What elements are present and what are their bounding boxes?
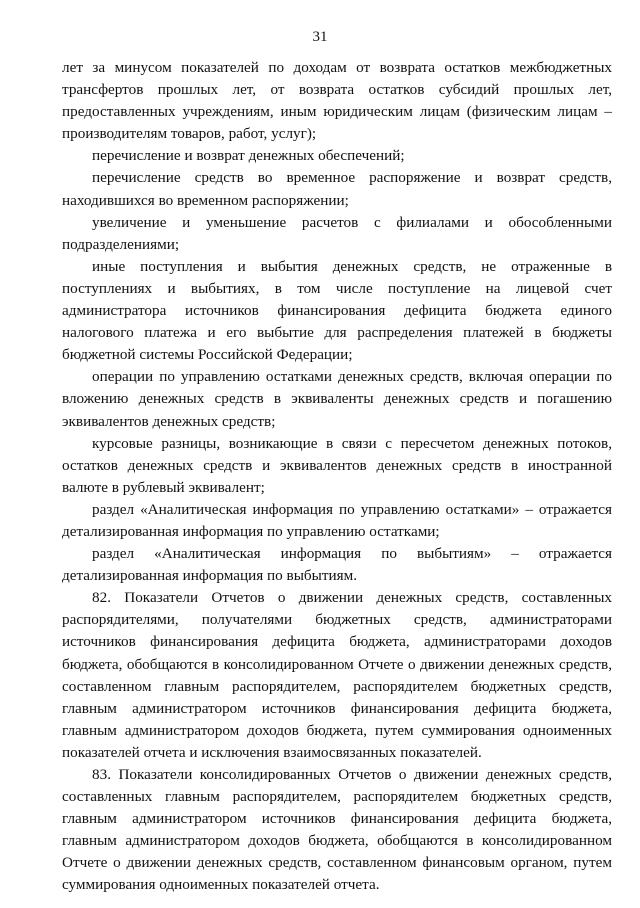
paragraph-section-83: 83. Показатели консолидированных Отчетов о движении денежных средств, составленных главным распорядителем, распорядителем бюджетных средств, главным администратором источников финансирования дефицита бюджета, главным администратором доходов бюджета, обобщаются в консолидированном Отчете о движении денежных средств, составленном финансовым органом, путем суммирования одноименных показателей отчета. [62,766,612,894]
paragraph: раздел «Аналитическая информация по управлению остатками» – отражается детализированная информация по управлению остатками; [62,500,612,540]
paragraph: перечисление средств во временное распоряжение и возврат средств, находившихся во временном распоряжении; [62,169,612,209]
paragraph: курсовые разницы, возникающие в связи с пересчетом денежных потоков, остатков денежных средств и эквивалентов денежных средств в иностранной валюте в рублевый эквивалент; [62,434,612,496]
paragraph: увеличение и уменьшение расчетов с филиалами и обособленными подразделениями; [62,213,612,253]
paragraph: раздел «Аналитическая информация по выбытиям» – отражается детализированная информация по выбытиям. [62,545,612,585]
paragraph: перечисление и возврат денежных обеспечений; [92,147,405,165]
document-body [62,57,612,897]
paragraph: лет за минусом показателей по доходам от возврата остатков межбюджетных трансфертов прошлых лет, от возврата остатков субсидий прошлых лет, предоставленных учреждениям, иным юридическим лицам (физическим лицам – производителям товаров, работ, услуг); [62,59,612,143]
page-number: 31 [312,29,328,45]
paragraph-section-82: 82. Показатели Отчетов о движении денежных средств, составленных распорядителями, получателями бюджетных средств, администраторами источников финансирования дефицита бюджета, администраторами доходов бюджета, обобщаются в консолидированном Отчете о движении денежных средств, составленном главным распорядителем, распорядителем бюджетных средств, главным администратором источников финансирования дефицита бюджета, главным администратором доходов бюджета, путем суммирования одноименных показателей отчета и исключения взаимосвязанных показателей. [62,589,612,761]
paragraph: иные поступления и выбытия денежных средств, не отраженные в поступлениях и выбытиях, в том числе поступление на лицевой счет администратора источников финансирования дефицита бюджета единого налогового платежа и его выбытие для распределения платежей в бюджеты бюджетной системы Российской Федерации; [62,257,612,364]
paragraph: операции по управлению остатками денежных средств, включая операции по вложению денежных средств в эквиваленты денежных средств и погашению эквивалентов денежных средств; [62,368,612,430]
